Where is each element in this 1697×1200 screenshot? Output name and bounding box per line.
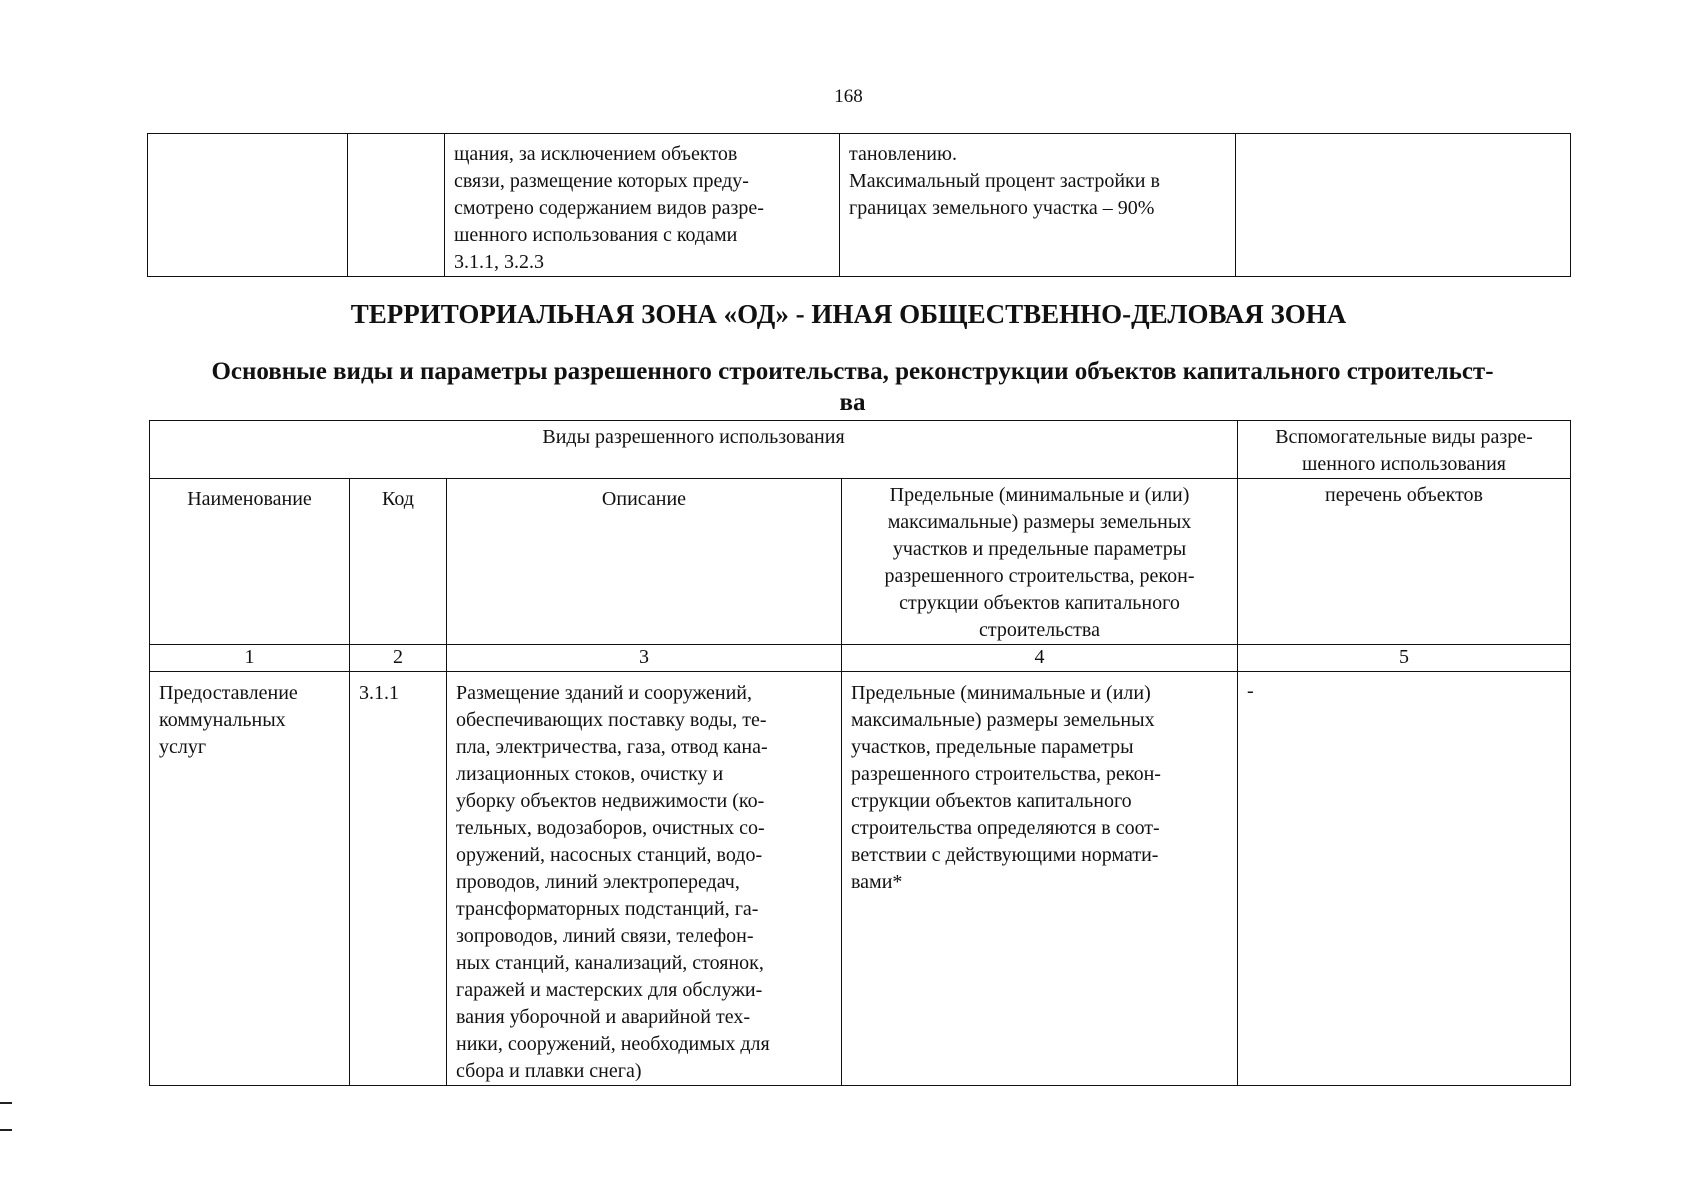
text-line: проводов, линий электропередач,	[456, 871, 740, 893]
header-line: строительства	[979, 619, 1100, 641]
aux-header	[1238, 421, 1571, 479]
permitted-use-table	[149, 420, 1571, 1086]
text-line: гаражей и мастерских для обслужи-	[456, 979, 763, 1001]
group-header: Виды разрешенного использования	[150, 421, 1238, 479]
col-header-description: Описание	[447, 479, 842, 645]
header-line: Предельные (минимальные и (или)	[889, 484, 1190, 506]
text-line: вами*	[851, 871, 903, 893]
col-number: 4	[842, 645, 1238, 672]
col-header-name: Наименование	[150, 479, 350, 645]
text-line: Предельные (минимальные и (или)	[851, 682, 1151, 704]
continuation-name-cell	[148, 134, 348, 277]
zone-title: ТЕРРИТОРИАЛЬНАЯ ЗОНА «ОД» - ИНАЯ ОБЩЕСТВЕННО-ДЕЛОВАЯ ЗОНА	[350, 299, 1347, 329]
text-line: Предоставление	[159, 682, 298, 704]
header-line: разрешенного строительства, рекон-	[884, 565, 1195, 587]
page-number: 168	[834, 86, 863, 107]
header-line: шенного использования	[1302, 453, 1506, 475]
row-name	[150, 672, 350, 1086]
header-line: Вспомогательные виды разре-	[1275, 426, 1533, 448]
continuation-code-cell	[348, 134, 445, 277]
text-line: максимальные) размеры земельных	[851, 709, 1155, 731]
text-line: струкции объектов капитального	[851, 790, 1132, 812]
text-line: лизационных стоков, очистку и	[456, 763, 724, 785]
col-number: 3	[447, 645, 842, 672]
table-row	[150, 672, 1571, 1086]
col-header-parameters	[842, 479, 1238, 645]
col-number: 1	[150, 645, 350, 672]
margin-mark	[0, 1129, 12, 1131]
text-line: ных станций, канализаций, стоянок,	[456, 952, 764, 974]
col-number: 2	[350, 645, 447, 672]
text-line: шенного использования с кодами	[454, 224, 738, 246]
text-line: щания, за исключением объектов	[454, 143, 738, 165]
col-header-code: Код	[350, 479, 447, 645]
continuation-aux-cell	[1236, 134, 1571, 277]
text-line: смотрено содержанием видов разре-	[454, 197, 764, 219]
text-line: Размещение зданий и сооружений,	[456, 682, 753, 704]
text-line: вания уборочной и аварийной тех-	[456, 1006, 750, 1028]
text-line: границах земельного участка – 90%	[849, 197, 1155, 219]
text-line: Максимальный процент застройки в	[849, 170, 1160, 192]
header-line: максимальные) размеры земельных	[887, 511, 1192, 533]
row-description	[447, 672, 842, 1086]
continuation-parameters	[840, 134, 1236, 277]
text-line: сбора и плавки снега)	[456, 1060, 642, 1082]
header-line: струкции объектов капитального	[899, 592, 1180, 614]
row-parameters	[842, 672, 1238, 1086]
text-line: коммунальных	[159, 709, 286, 731]
text-line: связи, размещение которых преду-	[454, 170, 749, 192]
text-line: зопроводов, линий связи, телефон-	[456, 925, 754, 947]
text-line: трансформаторных подстанций, га-	[456, 898, 759, 920]
continuation-table	[147, 133, 1571, 277]
text-line: 3.1.1, 3.2.3	[454, 251, 544, 273]
text-line: строительства определяются в соот-	[851, 817, 1160, 839]
row-aux: -	[1238, 672, 1571, 1086]
text-line: обеспечивающих поставку воды, те-	[456, 709, 767, 731]
text-line: ники, сооружений, необходимых для	[456, 1033, 770, 1055]
section-title-line: ва	[839, 389, 866, 416]
col-header-aux-list: перечень объектов	[1238, 479, 1571, 645]
text-line: участков, предельные параметры	[851, 736, 1134, 758]
text-line: оружений, насосных станций, водо-	[456, 844, 763, 866]
text-line: ветствии с действующими нормати-	[851, 844, 1159, 866]
section-title	[135, 356, 1570, 418]
text-line: тановлению.	[849, 143, 957, 165]
row-code: 3.1.1	[350, 672, 447, 1086]
margin-mark	[0, 1102, 12, 1104]
text-line: уборку объектов недвижимости (ко-	[456, 790, 765, 812]
header-line: участков и предельные параметры	[892, 538, 1187, 560]
col-number: 5	[1238, 645, 1571, 672]
text-line: тельных, водозаборов, очистных со-	[456, 817, 765, 839]
continuation-description	[445, 134, 840, 277]
text-line: пла, электричества, газа, отвод кана-	[456, 736, 768, 758]
section-title-line: Основные виды и параметры разрешенного строительства, реконструкции объектов капитального строительст-	[211, 358, 1494, 385]
text-line: разрешенного строительства, рекон-	[851, 763, 1161, 785]
text-line: услуг	[159, 736, 207, 758]
